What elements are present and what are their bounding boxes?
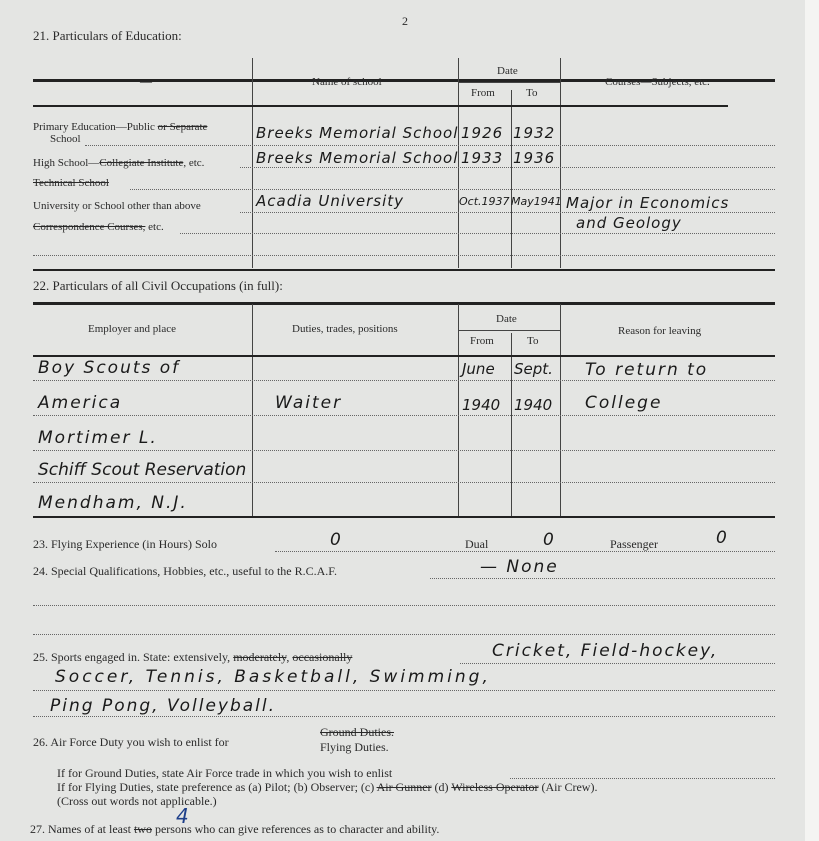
- sports-label: 25. Sports engaged in. State: extensively, moderately, occasionally: [33, 650, 353, 664]
- row-primary-label: Primary Education—Public or Separate: [33, 121, 208, 133]
- header-courses: Courses—Subjects, etc.: [605, 76, 710, 88]
- divider: [33, 269, 775, 271]
- dotted-line: [275, 551, 775, 552]
- flying-duties-line: If for Flying Duties, state preference as (a) Pilot; (b) Observer; (c) Air Gunner (d) Wireless Operator (Air Crew).: [57, 780, 598, 794]
- employer-line: America: [38, 393, 123, 413]
- header-dash: —: [140, 74, 152, 88]
- row-primary-label2: School: [50, 133, 81, 145]
- header-from: From: [470, 335, 494, 347]
- solo-hours: 0: [330, 530, 343, 550]
- sports-line: Soccer, Tennis, Basketball, Swimming,: [55, 667, 491, 687]
- air-force-duty-label: 26. Air Force Duty you wish to enlist for: [33, 735, 229, 749]
- primary-from: 1926: [461, 124, 504, 142]
- header-date: Date: [497, 65, 518, 77]
- dotted-line: [33, 482, 775, 483]
- sports-line: Ping Pong, Volleyball.: [50, 696, 277, 716]
- header-to: To: [526, 87, 538, 99]
- dotted-line: [33, 690, 775, 691]
- university-courses-cont: and Geology: [576, 214, 682, 232]
- university-to: May1941: [511, 195, 562, 208]
- divider: [33, 302, 775, 305]
- divider: [560, 304, 561, 516]
- employer-line: Mortimer L.: [38, 428, 158, 448]
- page-edge: [805, 0, 819, 841]
- special-qualifications-value: — None: [480, 557, 559, 577]
- sports-line: Cricket, Field-hockey,: [492, 641, 719, 661]
- divider: [560, 58, 561, 268]
- header-to: To: [527, 335, 539, 347]
- dotted-line: [33, 634, 775, 635]
- divider: [511, 333, 512, 516]
- university-name: Acadia University: [256, 192, 405, 210]
- references-count-handwritten: 4: [176, 804, 191, 828]
- employer-line: Schiff Scout Reservation: [38, 460, 247, 480]
- divider: [458, 304, 459, 516]
- header-employer: Employer and place: [88, 323, 176, 335]
- employer-line: Mendham, N.J.: [38, 493, 188, 513]
- dotted-line: [180, 233, 775, 234]
- row-university-label: University or School other than above: [33, 200, 201, 212]
- occupation-to: Sept.: [514, 360, 553, 378]
- dual-label: Dual: [465, 537, 489, 551]
- header-name-of-school: Name of school: [312, 76, 382, 88]
- header-date: Date: [496, 313, 517, 325]
- passenger-label: Passenger: [610, 537, 658, 551]
- high-to: 1936: [513, 149, 556, 167]
- divider: [252, 58, 253, 268]
- section22-title: 22. Particulars of all Civil Occupations (in full):: [33, 278, 283, 293]
- cross-out-note: (Cross out words not applicable.): [57, 794, 217, 808]
- page-number: 2: [402, 14, 408, 28]
- primary-school-name: Breeks Memorial School: [256, 124, 459, 142]
- option-flying-duties: Flying Duties.: [320, 740, 389, 754]
- divider: [33, 105, 728, 107]
- ground-duties-line: If for Ground Duties, state Air Force trade in which you wish to enlist: [57, 766, 393, 780]
- dotted-line: [33, 380, 775, 381]
- dotted-line: [33, 716, 775, 717]
- dual-hours: 0: [543, 530, 556, 550]
- dotted-line: [510, 778, 775, 779]
- divider: [458, 330, 560, 331]
- employer-line: Boy Scouts of: [38, 358, 181, 378]
- dotted-line: [240, 212, 775, 213]
- row-technical-label: Technical School: [33, 177, 109, 189]
- occupation-from: June: [462, 360, 495, 378]
- university-courses: Major in Economics: [566, 194, 730, 212]
- divider: [458, 82, 560, 83]
- occupation-to: 1940: [514, 396, 553, 414]
- row-high-label: High School—Collegiate Institute, etc.: [33, 157, 205, 169]
- references-label: 27. Names of at least two persons who can give references as to character and ability.: [30, 822, 440, 836]
- divider: [33, 516, 775, 518]
- dotted-line: [85, 145, 775, 146]
- primary-to: 1932: [513, 124, 556, 142]
- divider: [511, 90, 512, 268]
- flying-experience-label: 23. Flying Experience (in Hours) Solo: [33, 537, 217, 551]
- dotted-line: [460, 663, 775, 664]
- occupation-from: 1940: [462, 396, 501, 414]
- dotted-line: [240, 167, 775, 168]
- dotted-line: [430, 578, 775, 579]
- option-ground-duties: Ground Duties.: [320, 725, 394, 739]
- dotted-line: [33, 605, 775, 606]
- header-duties: Duties, trades, positions: [292, 323, 398, 335]
- duties-value: Waiter: [275, 393, 343, 413]
- dotted-line: [33, 415, 775, 416]
- header-reason: Reason for leaving: [618, 325, 702, 337]
- header-from: From: [471, 87, 495, 99]
- high-school-name: Breeks Memorial School: [256, 149, 459, 167]
- divider: [33, 355, 775, 357]
- divider: [252, 304, 253, 516]
- special-qualifications-label: 24. Special Qualifications, Hobbies, etc., useful to the R.C.A.F.: [33, 564, 337, 578]
- dotted-line: [33, 255, 775, 256]
- dotted-line: [130, 189, 775, 190]
- row-correspondence-label: Correspondence Courses, etc.: [33, 221, 164, 233]
- university-from: Oct.1937: [459, 195, 510, 208]
- reason-line: College: [585, 393, 663, 413]
- passenger-hours: 0: [716, 528, 729, 548]
- high-from: 1933: [461, 149, 504, 167]
- reason-line: To return to: [585, 360, 709, 380]
- section21-title: 21. Particulars of Education:: [33, 28, 182, 43]
- dotted-line: [33, 450, 775, 451]
